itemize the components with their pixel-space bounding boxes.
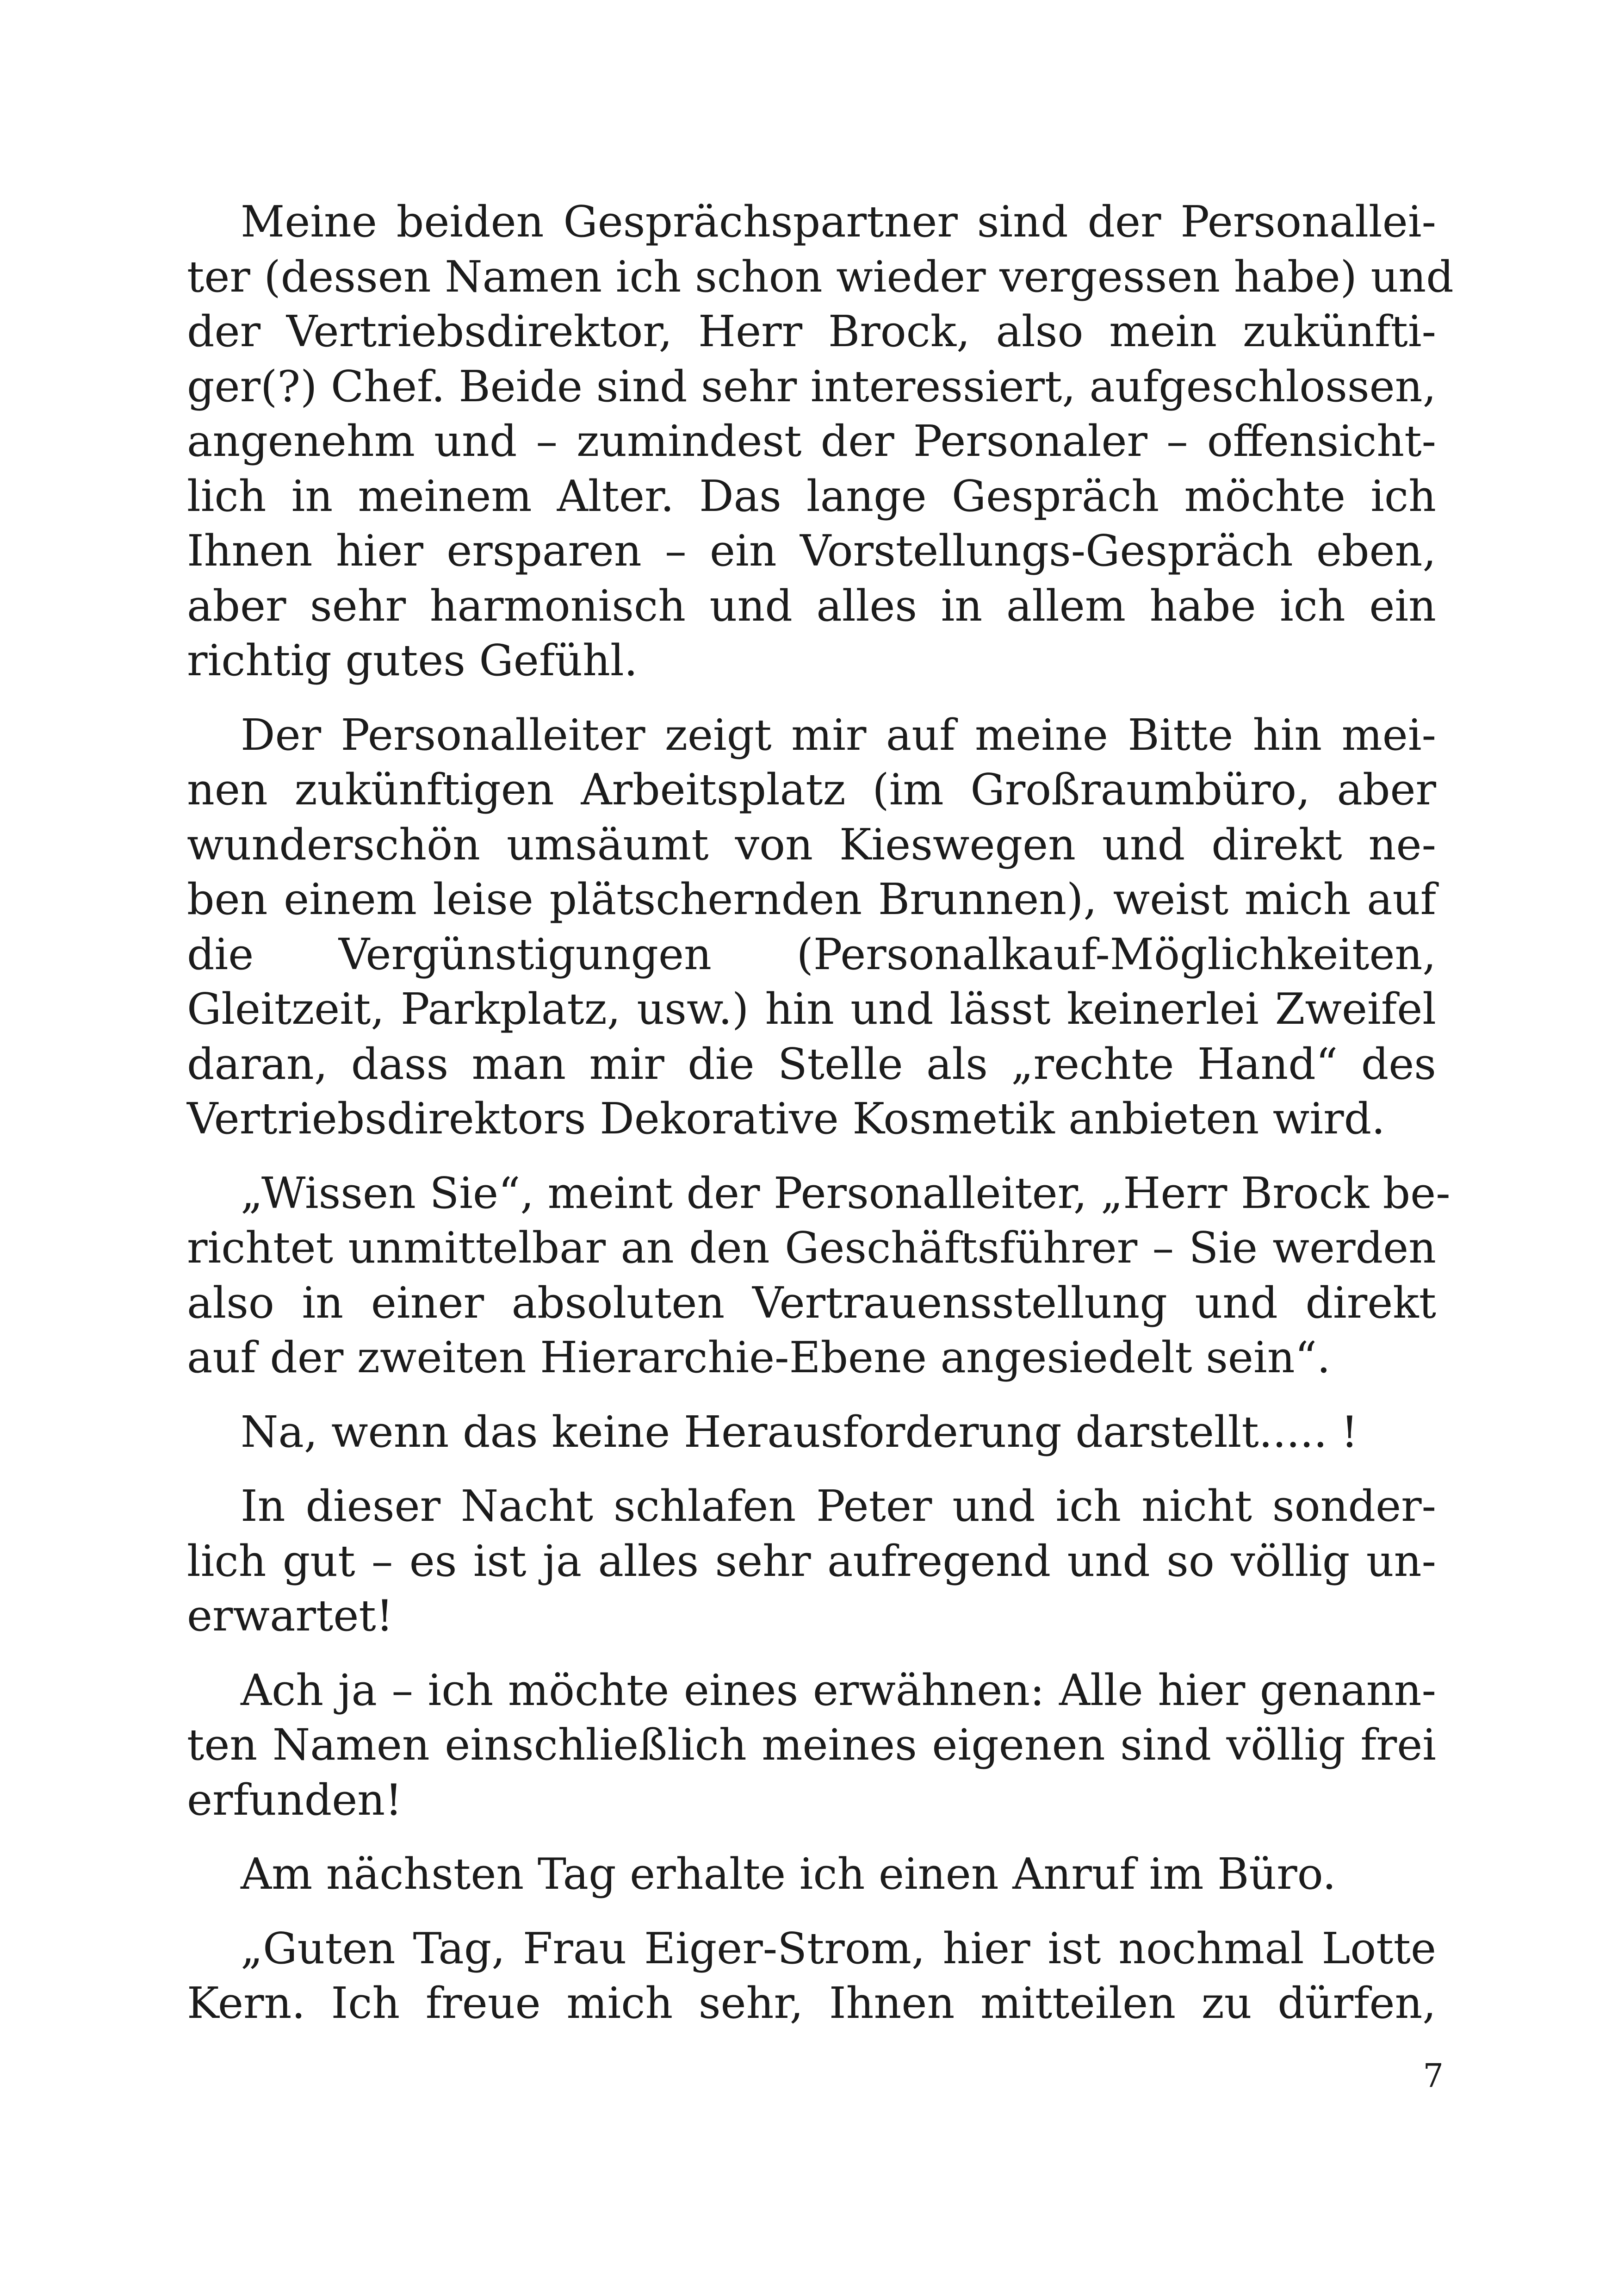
- text-line: ben einem leise plätschernden Brunnen), weist mich auf: [187, 874, 1436, 924]
- text-line: Ach ja – ich möchte eines erwähnen: Alle hier genann-: [241, 1665, 1436, 1715]
- text-line: Am nächsten Tag erhalte ich einen Anruf im Büro.: [241, 1849, 1336, 1899]
- text-line: erfunden!: [187, 1774, 403, 1825]
- text-line: nen zukünftigen Arbeitsplatz (im Großraumbüro, aber: [187, 765, 1436, 815]
- text-line: Vertriebsdirektors Dekorative Kosmetik anbieten wird.: [187, 1094, 1385, 1144]
- paragraph: [187, 1847, 1436, 1902]
- paragraph: [187, 1166, 1451, 1385]
- text-line: In dieser Nacht schlafen Peter und ich nicht sonder-: [241, 1481, 1436, 1531]
- paragraph: [187, 1479, 1436, 1643]
- text-line: richtet unmittelbar an den Geschäftsführer – Sie werden: [187, 1223, 1436, 1273]
- text-line: aber sehr harmonisch und alles in allem habe ich ein: [187, 580, 1436, 631]
- text-line: Na, wenn das keine Herausforderung darstellt..... !: [241, 1406, 1358, 1457]
- text-line: Meine beiden Gesprächspartner sind der Personallei-: [241, 197, 1436, 247]
- text-line: richtig gutes Gefühl.: [187, 635, 638, 685]
- text-line: die Vergünstigungen (Personalkauf-Möglichkeiten,: [187, 929, 1436, 979]
- paragraph: [187, 708, 1436, 1146]
- text-line: Der Personalleiter zeigt mir auf meine Bitte hin mei-: [241, 709, 1436, 760]
- text-line: ten Namen einschließlich meines eigenen sind völlig frei: [187, 1720, 1436, 1770]
- text-line: ter (dessen Namen ich schon wieder vergessen habe) und: [187, 251, 1454, 302]
- paragraph: [187, 1921, 1436, 2031]
- text-line: angenehm und – zumindest der Personaler – offensicht-: [187, 416, 1436, 466]
- text-line: der Vertriebsdirektor, Herr Brock, also mein zukünfti-: [187, 306, 1436, 356]
- text-line: daran, dass man mir die Stelle als „rechte Hand“ des: [187, 1039, 1436, 1089]
- text-line: lich gut – es ist ja alles sehr aufregend und so völlig un-: [187, 1536, 1436, 1586]
- text-line: wunderschön umsäumt von Kieswegen und direkt ne-: [187, 819, 1436, 870]
- text-line: ger(?) Chef. Beide sind sehr interessiert, aufgeschlossen,: [187, 361, 1437, 411]
- text-line: lich in meinem Alter. Das lange Gespräch möchte ich: [187, 471, 1436, 521]
- text-line: „Wissen Sie“, meint der Personalleiter, „Herr Brock be-: [241, 1168, 1451, 1218]
- text-line: auf der zweiten Hierarchie-Ebene angesiedelt sein“.: [187, 1332, 1331, 1382]
- paragraph: [187, 1405, 1436, 1460]
- text-line: „Guten Tag, Frau Eiger-Strom, hier ist nochmal Lotte: [241, 1923, 1436, 1973]
- text-line: erwartet!: [187, 1591, 394, 1641]
- paragraph: [187, 194, 1454, 688]
- body-text: [187, 194, 1454, 2050]
- text-line: also in einer absoluten Vertrauensstellung und direkt: [187, 1277, 1436, 1328]
- text-line: Kern. Ich freue mich sehr, Ihnen mitteilen zu dürfen,: [187, 1978, 1436, 2028]
- text-line: Ihnen hier ersparen – ein Vorstellungs-Gespräch eben,: [187, 526, 1436, 576]
- page-number: 7: [1423, 2057, 1444, 2095]
- text-line: Gleitzeit, Parkplatz, usw.) hin und lässt keinerlei Zweifel: [187, 984, 1436, 1034]
- paragraph: [187, 1663, 1436, 1828]
